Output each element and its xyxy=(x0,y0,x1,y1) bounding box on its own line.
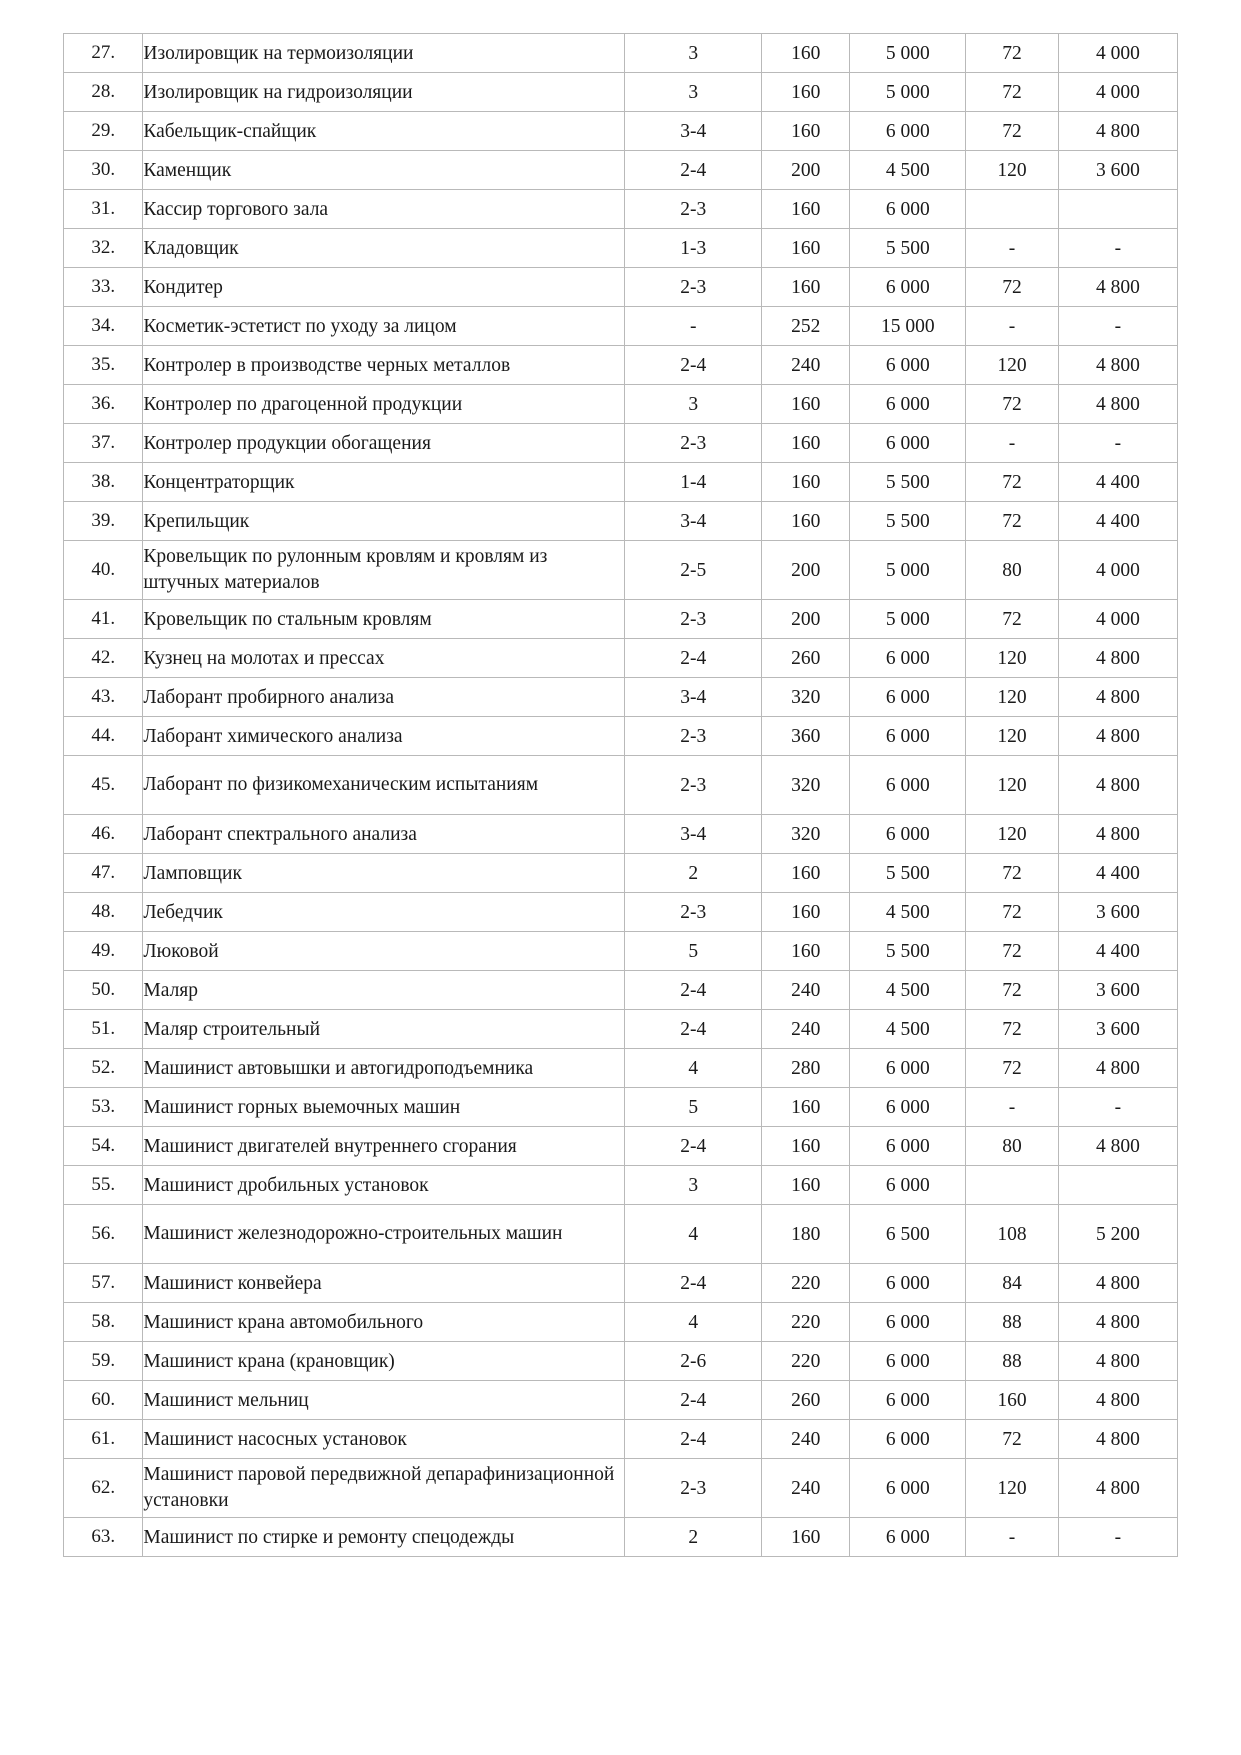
hours-cell: 220 xyxy=(762,1264,850,1303)
rank-cell: 2-4 xyxy=(625,639,762,678)
cost-cell: 6 000 xyxy=(850,385,966,424)
cost-secondary-cell: 4 800 xyxy=(1058,385,1177,424)
table-row xyxy=(64,1010,1178,1049)
hours-secondary-cell: 84 xyxy=(966,1264,1059,1303)
cost-cell: 6 000 xyxy=(850,1420,966,1459)
table-row xyxy=(64,1342,1178,1381)
rank-cell: 4 xyxy=(625,1205,762,1264)
cost-cell: 6 500 xyxy=(850,1205,966,1264)
row-number-cell: 42. xyxy=(64,639,143,678)
row-number-cell: 29. xyxy=(64,112,143,151)
cost-secondary-cell: 3 600 xyxy=(1058,151,1177,190)
profession-name-cell: Машинист мельниц xyxy=(143,1381,625,1420)
table-row xyxy=(64,893,1178,932)
profession-name-cell: Лаборант по физикомеханическим испытаниям xyxy=(143,756,625,815)
rank-cell: 2-4 xyxy=(625,346,762,385)
table-row xyxy=(64,756,1178,815)
cost-secondary-cell: - xyxy=(1058,229,1177,268)
hours-cell: 360 xyxy=(762,717,850,756)
rank-cell: 3 xyxy=(625,385,762,424)
cost-secondary-cell: 4 800 xyxy=(1058,1264,1177,1303)
row-number-cell: 48. xyxy=(64,893,143,932)
rank-cell: 2-4 xyxy=(625,1010,762,1049)
row-number-cell: 63. xyxy=(64,1518,143,1557)
hours-secondary-cell: - xyxy=(966,1518,1059,1557)
hours-cell: 200 xyxy=(762,600,850,639)
hours-secondary-cell: 72 xyxy=(966,73,1059,112)
row-number-cell: 43. xyxy=(64,678,143,717)
cost-cell: 6 000 xyxy=(850,1518,966,1557)
profession-name-cell: Концентраторщик xyxy=(143,463,625,502)
hours-cell: 320 xyxy=(762,678,850,717)
cost-cell: 5 000 xyxy=(850,541,966,600)
hours-secondary-cell: 120 xyxy=(966,717,1059,756)
hours-cell: 160 xyxy=(762,932,850,971)
hours-secondary-cell: 72 xyxy=(966,971,1059,1010)
row-number-cell: 59. xyxy=(64,1342,143,1381)
row-number-cell: 60. xyxy=(64,1381,143,1420)
table-row xyxy=(64,932,1178,971)
table-row xyxy=(64,1166,1178,1205)
profession-name-cell: Каменщик xyxy=(143,151,625,190)
rank-cell: - xyxy=(625,307,762,346)
cost-cell: 6 000 xyxy=(850,756,966,815)
hours-cell: 220 xyxy=(762,1303,850,1342)
row-number-cell: 34. xyxy=(64,307,143,346)
hours-secondary-cell: 72 xyxy=(966,385,1059,424)
cost-cell: 6 000 xyxy=(850,346,966,385)
cost-secondary-cell: 4 800 xyxy=(1058,1342,1177,1381)
hours-cell: 160 xyxy=(762,112,850,151)
cost-secondary-cell: 4 400 xyxy=(1058,932,1177,971)
hours-secondary-cell: 72 xyxy=(966,1010,1059,1049)
table-row xyxy=(64,717,1178,756)
cost-cell: 6 000 xyxy=(850,639,966,678)
profession-name-cell: Машинист железнодорожно-строительных машин xyxy=(143,1205,625,1264)
rank-cell: 4 xyxy=(625,1049,762,1088)
rank-cell: 5 xyxy=(625,932,762,971)
table-row xyxy=(64,1303,1178,1342)
profession-name-cell: Изолировщик на гидроизоляции xyxy=(143,73,625,112)
hours-secondary-cell: 72 xyxy=(966,268,1059,307)
profession-name-cell: Машинист по стирке и ремонту спецодежды xyxy=(143,1518,625,1557)
table-row xyxy=(64,815,1178,854)
cost-secondary-cell: 4 000 xyxy=(1058,541,1177,600)
cost-secondary-cell: 3 600 xyxy=(1058,893,1177,932)
cost-secondary-cell: 4 800 xyxy=(1058,1420,1177,1459)
hours-secondary-cell: 120 xyxy=(966,756,1059,815)
hours-secondary-cell: 72 xyxy=(966,932,1059,971)
hours-secondary-cell: 120 xyxy=(966,346,1059,385)
table-row xyxy=(64,502,1178,541)
hours-secondary-cell: - xyxy=(966,1088,1059,1127)
cost-secondary-cell: 4 800 xyxy=(1058,112,1177,151)
cost-secondary-cell: 4 400 xyxy=(1058,502,1177,541)
row-number-cell: 56. xyxy=(64,1205,143,1264)
profession-name-cell: Кабельщик-спайщик xyxy=(143,112,625,151)
cost-secondary-cell: 4 000 xyxy=(1058,73,1177,112)
profession-name-cell: Люковой xyxy=(143,932,625,971)
rank-cell: 2-3 xyxy=(625,190,762,229)
rank-cell: 2-6 xyxy=(625,1342,762,1381)
cost-cell: 6 000 xyxy=(850,1342,966,1381)
cost-secondary-cell: 4 000 xyxy=(1058,34,1177,73)
hours-cell: 160 xyxy=(762,385,850,424)
profession-name-cell: Кассир торгового зала xyxy=(143,190,625,229)
table-row xyxy=(64,1264,1178,1303)
rank-cell: 3-4 xyxy=(625,678,762,717)
row-number-cell: 61. xyxy=(64,1420,143,1459)
profession-name-cell: Машинист насосных установок xyxy=(143,1420,625,1459)
table-row xyxy=(64,600,1178,639)
rank-cell: 2 xyxy=(625,1518,762,1557)
rank-cell: 4 xyxy=(625,1303,762,1342)
profession-name-cell: Лаборант пробирного анализа xyxy=(143,678,625,717)
row-number-cell: 33. xyxy=(64,268,143,307)
cost-cell: 4 500 xyxy=(850,893,966,932)
table-row xyxy=(64,1049,1178,1088)
cost-secondary-cell: 4 800 xyxy=(1058,756,1177,815)
row-number-cell: 46. xyxy=(64,815,143,854)
profession-name-cell: Кузнец на молотах и прессах xyxy=(143,639,625,678)
row-number-cell: 41. xyxy=(64,600,143,639)
profession-name-cell: Контролер в производстве черных металлов xyxy=(143,346,625,385)
hours-cell: 160 xyxy=(762,1518,850,1557)
cost-cell: 6 000 xyxy=(850,1049,966,1088)
hours-secondary-cell: 72 xyxy=(966,1049,1059,1088)
cost-secondary-cell: 4 400 xyxy=(1058,854,1177,893)
rank-cell: 2-3 xyxy=(625,717,762,756)
cost-secondary-cell: 4 800 xyxy=(1058,268,1177,307)
hours-cell: 160 xyxy=(762,502,850,541)
table-row xyxy=(64,1518,1178,1557)
row-number-cell: 50. xyxy=(64,971,143,1010)
hours-secondary-cell: 120 xyxy=(966,151,1059,190)
cost-secondary-cell: 4 800 xyxy=(1058,1459,1177,1518)
hours-cell: 180 xyxy=(762,1205,850,1264)
row-number-cell: 40. xyxy=(64,541,143,600)
cost-secondary-cell: 4 000 xyxy=(1058,600,1177,639)
cost-secondary-cell: - xyxy=(1058,307,1177,346)
profession-name-cell: Изолировщик на термоизоляции xyxy=(143,34,625,73)
rank-cell: 3-4 xyxy=(625,112,762,151)
hours-secondary-cell: - xyxy=(966,424,1059,463)
row-number-cell: 53. xyxy=(64,1088,143,1127)
profession-name-cell: Кровельщик по стальным кровлям xyxy=(143,600,625,639)
table-row xyxy=(64,385,1178,424)
cost-secondary-cell: 4 800 xyxy=(1058,1049,1177,1088)
profession-name-cell: Лаборант химического анализа xyxy=(143,717,625,756)
hours-secondary-cell: - xyxy=(966,307,1059,346)
hours-secondary-cell: 80 xyxy=(966,1127,1059,1166)
hours-secondary-cell: 72 xyxy=(966,34,1059,73)
table-row xyxy=(64,346,1178,385)
hours-secondary-cell: 120 xyxy=(966,678,1059,717)
profession-name-cell: Машинист горных выемочных машин xyxy=(143,1088,625,1127)
table-row xyxy=(64,229,1178,268)
cost-secondary-cell: 4 400 xyxy=(1058,463,1177,502)
hours-cell: 320 xyxy=(762,815,850,854)
table-row xyxy=(64,424,1178,463)
hours-cell: 160 xyxy=(762,34,850,73)
cost-secondary-cell: 3 600 xyxy=(1058,1010,1177,1049)
rank-cell: 1-4 xyxy=(625,463,762,502)
cost-cell: 6 000 xyxy=(850,1381,966,1420)
profession-name-cell: Кровельщик по рулонным кровлям и кровлям из штучных материалов xyxy=(143,541,625,600)
hours-secondary-cell: 72 xyxy=(966,112,1059,151)
cost-secondary-cell: 4 800 xyxy=(1058,1303,1177,1342)
table-row xyxy=(64,971,1178,1010)
profession-name-cell: Крепильщик xyxy=(143,502,625,541)
rank-cell: 2-5 xyxy=(625,541,762,600)
hours-cell: 160 xyxy=(762,1088,850,1127)
cost-cell: 6 000 xyxy=(850,112,966,151)
hours-cell: 260 xyxy=(762,639,850,678)
row-number-cell: 28. xyxy=(64,73,143,112)
rank-cell: 2-3 xyxy=(625,1459,762,1518)
profession-name-cell: Машинист паровой передвижной депарафинизационной установки xyxy=(143,1459,625,1518)
profession-name-cell: Машинист автовышки и автогидроподъемника xyxy=(143,1049,625,1088)
cost-secondary-cell: 3 600 xyxy=(1058,971,1177,1010)
hours-cell: 160 xyxy=(762,268,850,307)
table-row xyxy=(64,541,1178,600)
row-number-cell: 27. xyxy=(64,34,143,73)
cost-cell: 5 000 xyxy=(850,73,966,112)
cost-cell: 6 000 xyxy=(850,1264,966,1303)
hours-cell: 160 xyxy=(762,73,850,112)
cost-cell: 6 000 xyxy=(850,815,966,854)
cost-cell: 4 500 xyxy=(850,151,966,190)
rank-cell: 2-3 xyxy=(625,268,762,307)
hours-cell: 160 xyxy=(762,424,850,463)
hours-cell: 252 xyxy=(762,307,850,346)
rank-cell: 2-4 xyxy=(625,1420,762,1459)
profession-name-cell: Контролер продукции обогащения xyxy=(143,424,625,463)
cost-secondary-cell: 4 800 xyxy=(1058,1127,1177,1166)
rank-cell: 3 xyxy=(625,73,762,112)
row-number-cell: 35. xyxy=(64,346,143,385)
hours-secondary-cell: 120 xyxy=(966,639,1059,678)
professions-table xyxy=(63,33,1178,1557)
profession-name-cell: Машинист дробильных установок xyxy=(143,1166,625,1205)
cost-cell: 6 000 xyxy=(850,1166,966,1205)
hours-cell: 200 xyxy=(762,541,850,600)
cost-cell: 6 000 xyxy=(850,717,966,756)
cost-secondary-cell xyxy=(1058,1166,1177,1205)
cost-secondary-cell: - xyxy=(1058,424,1177,463)
table-row xyxy=(64,639,1178,678)
cost-cell: 6 000 xyxy=(850,1459,966,1518)
rank-cell: 3 xyxy=(625,34,762,73)
cost-cell: 5 500 xyxy=(850,854,966,893)
row-number-cell: 54. xyxy=(64,1127,143,1166)
hours-cell: 240 xyxy=(762,1420,850,1459)
hours-secondary-cell: 80 xyxy=(966,541,1059,600)
hours-secondary-cell: 72 xyxy=(966,854,1059,893)
cost-cell: 6 000 xyxy=(850,1127,966,1166)
row-number-cell: 52. xyxy=(64,1049,143,1088)
cost-secondary-cell: 4 800 xyxy=(1058,717,1177,756)
table-row xyxy=(64,1127,1178,1166)
cost-cell: 6 000 xyxy=(850,1303,966,1342)
hours-secondary-cell: 88 xyxy=(966,1342,1059,1381)
profession-name-cell: Контролер по драгоценной продукции xyxy=(143,385,625,424)
profession-name-cell: Кладовщик xyxy=(143,229,625,268)
hours-cell: 160 xyxy=(762,893,850,932)
hours-secondary-cell xyxy=(966,1166,1059,1205)
profession-name-cell: Машинист крана (крановщик) xyxy=(143,1342,625,1381)
rank-cell: 2-4 xyxy=(625,1381,762,1420)
row-number-cell: 58. xyxy=(64,1303,143,1342)
cost-secondary-cell: 4 800 xyxy=(1058,815,1177,854)
row-number-cell: 51. xyxy=(64,1010,143,1049)
hours-cell: 240 xyxy=(762,1459,850,1518)
hours-secondary-cell: 72 xyxy=(966,893,1059,932)
cost-cell: 15 000 xyxy=(850,307,966,346)
hours-cell: 280 xyxy=(762,1049,850,1088)
hours-secondary-cell: 72 xyxy=(966,1420,1059,1459)
row-number-cell: 32. xyxy=(64,229,143,268)
hours-secondary-cell: 72 xyxy=(966,463,1059,502)
profession-name-cell: Маляр xyxy=(143,971,625,1010)
hours-secondary-cell: 72 xyxy=(966,502,1059,541)
cost-cell: 5 500 xyxy=(850,932,966,971)
hours-cell: 240 xyxy=(762,1010,850,1049)
profession-name-cell: Лебедчик xyxy=(143,893,625,932)
rank-cell: 2-4 xyxy=(625,1264,762,1303)
rank-cell: 3-4 xyxy=(625,815,762,854)
table-row xyxy=(64,1088,1178,1127)
hours-cell: 240 xyxy=(762,971,850,1010)
cost-cell: 5 500 xyxy=(850,502,966,541)
hours-secondary-cell: 120 xyxy=(966,815,1059,854)
hours-secondary-cell xyxy=(966,190,1059,229)
row-number-cell: 39. xyxy=(64,502,143,541)
cost-cell: 5 500 xyxy=(850,229,966,268)
cost-secondary-cell: 4 800 xyxy=(1058,346,1177,385)
table-row xyxy=(64,463,1178,502)
hours-cell: 160 xyxy=(762,1127,850,1166)
hours-cell: 160 xyxy=(762,463,850,502)
profession-name-cell: Ламповщик xyxy=(143,854,625,893)
cost-secondary-cell: - xyxy=(1058,1518,1177,1557)
cost-cell: 6 000 xyxy=(850,1088,966,1127)
hours-cell: 200 xyxy=(762,151,850,190)
hours-cell: 240 xyxy=(762,346,850,385)
cost-cell: 5 500 xyxy=(850,463,966,502)
cost-secondary-cell: 4 800 xyxy=(1058,678,1177,717)
row-number-cell: 31. xyxy=(64,190,143,229)
profession-name-cell: Маляр строительный xyxy=(143,1010,625,1049)
hours-cell: 260 xyxy=(762,1381,850,1420)
cost-cell: 6 000 xyxy=(850,268,966,307)
hours-cell: 320 xyxy=(762,756,850,815)
hours-cell: 160 xyxy=(762,190,850,229)
rank-cell: 3-4 xyxy=(625,502,762,541)
profession-name-cell: Кондитер xyxy=(143,268,625,307)
row-number-cell: 57. xyxy=(64,1264,143,1303)
hours-secondary-cell: 88 xyxy=(966,1303,1059,1342)
row-number-cell: 62. xyxy=(64,1459,143,1518)
table-row xyxy=(64,190,1178,229)
table-row xyxy=(64,1420,1178,1459)
hours-secondary-cell: 120 xyxy=(966,1459,1059,1518)
profession-name-cell: Машинист крана автомобильного xyxy=(143,1303,625,1342)
hours-secondary-cell: - xyxy=(966,229,1059,268)
rank-cell: 2 xyxy=(625,854,762,893)
rank-cell: 2-3 xyxy=(625,424,762,463)
hours-cell: 160 xyxy=(762,229,850,268)
table-row xyxy=(64,307,1178,346)
hours-cell: 220 xyxy=(762,1342,850,1381)
table-row xyxy=(64,73,1178,112)
table-row xyxy=(64,112,1178,151)
cost-secondary-cell: - xyxy=(1058,1088,1177,1127)
profession-name-cell: Машинист конвейера xyxy=(143,1264,625,1303)
row-number-cell: 55. xyxy=(64,1166,143,1205)
table-row xyxy=(64,268,1178,307)
rank-cell: 1-3 xyxy=(625,229,762,268)
row-number-cell: 47. xyxy=(64,854,143,893)
rank-cell: 5 xyxy=(625,1088,762,1127)
cost-cell: 6 000 xyxy=(850,678,966,717)
rank-cell: 2-4 xyxy=(625,971,762,1010)
cost-cell: 5 000 xyxy=(850,600,966,639)
rank-cell: 2-3 xyxy=(625,756,762,815)
row-number-cell: 49. xyxy=(64,932,143,971)
table-row xyxy=(64,1381,1178,1420)
hours-cell: 160 xyxy=(762,854,850,893)
profession-name-cell: Машинист двигателей внутреннего сгорания xyxy=(143,1127,625,1166)
table-body xyxy=(64,34,1178,1557)
rank-cell: 2-4 xyxy=(625,151,762,190)
cost-cell: 6 000 xyxy=(850,190,966,229)
hours-secondary-cell: 160 xyxy=(966,1381,1059,1420)
table-row xyxy=(64,151,1178,190)
hours-secondary-cell: 108 xyxy=(966,1205,1059,1264)
row-number-cell: 44. xyxy=(64,717,143,756)
table-row xyxy=(64,1459,1178,1518)
profession-name-cell: Косметик-эстетист по уходу за лицом xyxy=(143,307,625,346)
hours-cell: 160 xyxy=(762,1166,850,1205)
row-number-cell: 45. xyxy=(64,756,143,815)
table-row xyxy=(64,854,1178,893)
cost-cell: 4 500 xyxy=(850,971,966,1010)
row-number-cell: 36. xyxy=(64,385,143,424)
table-row xyxy=(64,678,1178,717)
row-number-cell: 38. xyxy=(64,463,143,502)
cost-secondary-cell: 4 800 xyxy=(1058,1381,1177,1420)
cost-cell: 4 500 xyxy=(850,1010,966,1049)
cost-secondary-cell: 4 800 xyxy=(1058,639,1177,678)
rank-cell: 2-3 xyxy=(625,893,762,932)
cost-secondary-cell xyxy=(1058,190,1177,229)
cost-cell: 6 000 xyxy=(850,424,966,463)
row-number-cell: 30. xyxy=(64,151,143,190)
row-number-cell: 37. xyxy=(64,424,143,463)
rank-cell: 2-3 xyxy=(625,600,762,639)
cost-secondary-cell: 5 200 xyxy=(1058,1205,1177,1264)
profession-name-cell: Лаборант спектрального анализа xyxy=(143,815,625,854)
hours-secondary-cell: 72 xyxy=(966,600,1059,639)
table-row xyxy=(64,1205,1178,1264)
rank-cell: 3 xyxy=(625,1166,762,1205)
rank-cell: 2-4 xyxy=(625,1127,762,1166)
table-row xyxy=(64,34,1178,73)
cost-cell: 5 000 xyxy=(850,34,966,73)
